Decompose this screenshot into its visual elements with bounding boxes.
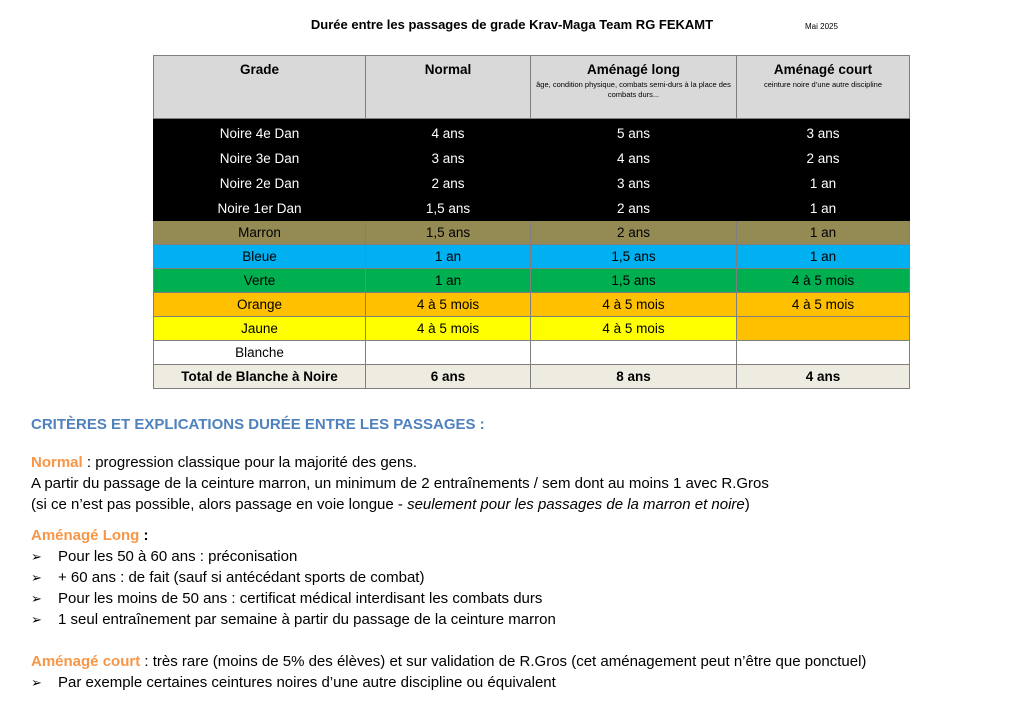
criteria-title: CRITÈRES ET EXPLICATIONS DURÉE ENTRE LES PASSAGES :: [31, 416, 485, 433]
long-cell: 1,5 ans: [531, 269, 737, 293]
total-long-cell: 8 ans: [531, 365, 737, 389]
col-header-subtitle: ceinture noire d’une autre discipline: [764, 80, 882, 89]
grade-cell: Noire 3e Dan: [154, 146, 366, 171]
normal-cell: 4 ans: [366, 119, 531, 146]
normal-line-2: A partir du passage de la ceinture marron, un minimum de 2 entraînements / sem dont au moins 1 avec R.Gros: [31, 475, 769, 492]
arrow-bullet-icon: ➢: [31, 612, 42, 627]
grade-cell: Orange: [154, 293, 366, 317]
col-header-label: Aménagé court: [773, 62, 873, 77]
court-cell: [737, 341, 910, 365]
normal-cell: 1,5 ans: [366, 221, 531, 245]
table-row: [154, 196, 910, 221]
col-header-grade: [154, 56, 366, 119]
table-header-row: [154, 56, 910, 119]
col-header-court: [737, 56, 910, 119]
long-cell: [531, 341, 737, 365]
court-cell: 1 an: [737, 171, 910, 196]
long-cell: 5 ans: [531, 119, 737, 146]
long-cell: 2 ans: [531, 221, 737, 245]
court-label: Aménagé court: [31, 653, 141, 670]
list-item-text: Par exemple certaines ceintures noires d’une autre discipline ou équivalent: [58, 674, 556, 691]
criteria-section: [31, 414, 1021, 693]
table-row: [154, 171, 910, 196]
table-row: [154, 221, 910, 245]
list-item: [31, 609, 1021, 630]
table-row: [154, 293, 910, 317]
total-normal-cell: 6 ans: [366, 365, 531, 389]
col-header-label: Grade: [239, 62, 280, 77]
normal-line-3: [31, 494, 1021, 515]
grade-cell: Noire 4e Dan: [154, 119, 366, 146]
total-court-cell: 4 ans: [737, 365, 910, 389]
long-cell: 2 ans: [531, 196, 737, 221]
col-header-label: Normal: [424, 62, 472, 77]
normal-line-3-italic: seulement pour les passages de la marron et noire: [407, 496, 745, 513]
document-date: Mai 2025: [805, 22, 838, 31]
document-title: [0, 17, 1024, 32]
long-cell: 1,5 ans: [531, 245, 737, 269]
long-cell: 4 à 5 mois: [531, 293, 737, 317]
court-text: : très rare (moins de 5% des élèves) et sur validation de R.Gros (cet aménagement peut n’être que ponctuel): [140, 653, 867, 670]
list-item: [31, 567, 1021, 588]
normal-line-3-end: ): [744, 496, 750, 513]
long-label-suffix: :: [139, 527, 149, 544]
court-cell: 4 à 5 mois: [737, 293, 910, 317]
col-header-label: Aménagé long: [586, 62, 680, 77]
long-cell: 4 ans: [531, 146, 737, 171]
long-cell: 3 ans: [531, 171, 737, 196]
normal-cell: 1,5 ans: [366, 196, 531, 221]
normal-cell: 4 à 5 mois: [366, 317, 531, 341]
court-paragraph: [31, 651, 1021, 672]
arrow-bullet-icon: ➢: [31, 570, 42, 585]
court-cell: 4 à 5 mois: [737, 269, 910, 293]
list-item-text: Pour les moins de 50 ans : certificat médical interdisant les combats durs: [58, 590, 543, 607]
list-item: [31, 672, 1021, 693]
normal-cell: [366, 341, 531, 365]
arrow-bullet-icon: ➢: [31, 549, 42, 564]
normal-cell: 4 à 5 mois: [366, 293, 531, 317]
court-cell: 1 an: [737, 196, 910, 221]
col-header-long: [531, 56, 737, 119]
grade-duration-table: [153, 55, 910, 389]
normal-label: Normal: [31, 454, 83, 471]
grade-cell: Marron: [154, 221, 366, 245]
table-row: [154, 245, 910, 269]
grade-cell: Jaune: [154, 317, 366, 341]
list-item-text: 1 seul entraînement par semaine à partir du passage de la ceinture marron: [58, 611, 556, 628]
total-label-cell: Total de Blanche à Noire: [154, 365, 366, 389]
grade-cell: Noire 2e Dan: [154, 171, 366, 196]
long-heading: [31, 525, 1021, 546]
col-header-subtitle: âge, condition physique, combats semi-durs à la place des combats durs...: [536, 80, 731, 99]
grade-cell: Noire 1er Dan: [154, 196, 366, 221]
long-cell: 4 à 5 mois: [531, 317, 737, 341]
court-cell: 1 an: [737, 245, 910, 269]
court-cell: 1 an: [737, 221, 910, 245]
list-item: [31, 546, 1021, 567]
list-item-text: Pour les 50 à 60 ans : préconisation: [58, 548, 298, 565]
grade-cell: Bleue: [154, 245, 366, 269]
normal-line-3-text: (si ce n’est pas possible, alors passage en voie longue -: [31, 496, 408, 513]
table-row: [154, 146, 910, 171]
list-item: [31, 588, 1021, 609]
arrow-bullet-icon: ➢: [31, 675, 42, 690]
normal-cell: 2 ans: [366, 171, 531, 196]
court-bullet-list: [31, 672, 1021, 693]
long-bullet-list: [31, 546, 1021, 630]
table-row: [154, 119, 910, 146]
title-text: Durée entre les passages de grade Krav-Maga Team RG FEKAMT: [310, 17, 714, 32]
table-row: [154, 341, 910, 365]
long-label: Aménagé Long: [31, 527, 140, 544]
table-total-row: [154, 365, 910, 389]
normal-text: : progression classique pour la majorité des gens.: [82, 454, 418, 471]
normal-paragraph: [31, 452, 1021, 473]
normal-cell: 1 an: [366, 269, 531, 293]
court-cell: [737, 317, 910, 341]
normal-cell: 1 an: [366, 245, 531, 269]
court-cell: 3 ans: [737, 119, 910, 146]
table-row: [154, 317, 910, 341]
court-cell: 2 ans: [737, 146, 910, 171]
table-row: [154, 269, 910, 293]
grade-cell: Blanche: [154, 341, 366, 365]
list-item-text: + 60 ans : de fait (sauf si antécédant sports de combat): [58, 569, 425, 586]
col-header-normal: [366, 56, 531, 119]
arrow-bullet-icon: ➢: [31, 591, 42, 606]
grade-cell: Verte: [154, 269, 366, 293]
normal-cell: 3 ans: [366, 146, 531, 171]
